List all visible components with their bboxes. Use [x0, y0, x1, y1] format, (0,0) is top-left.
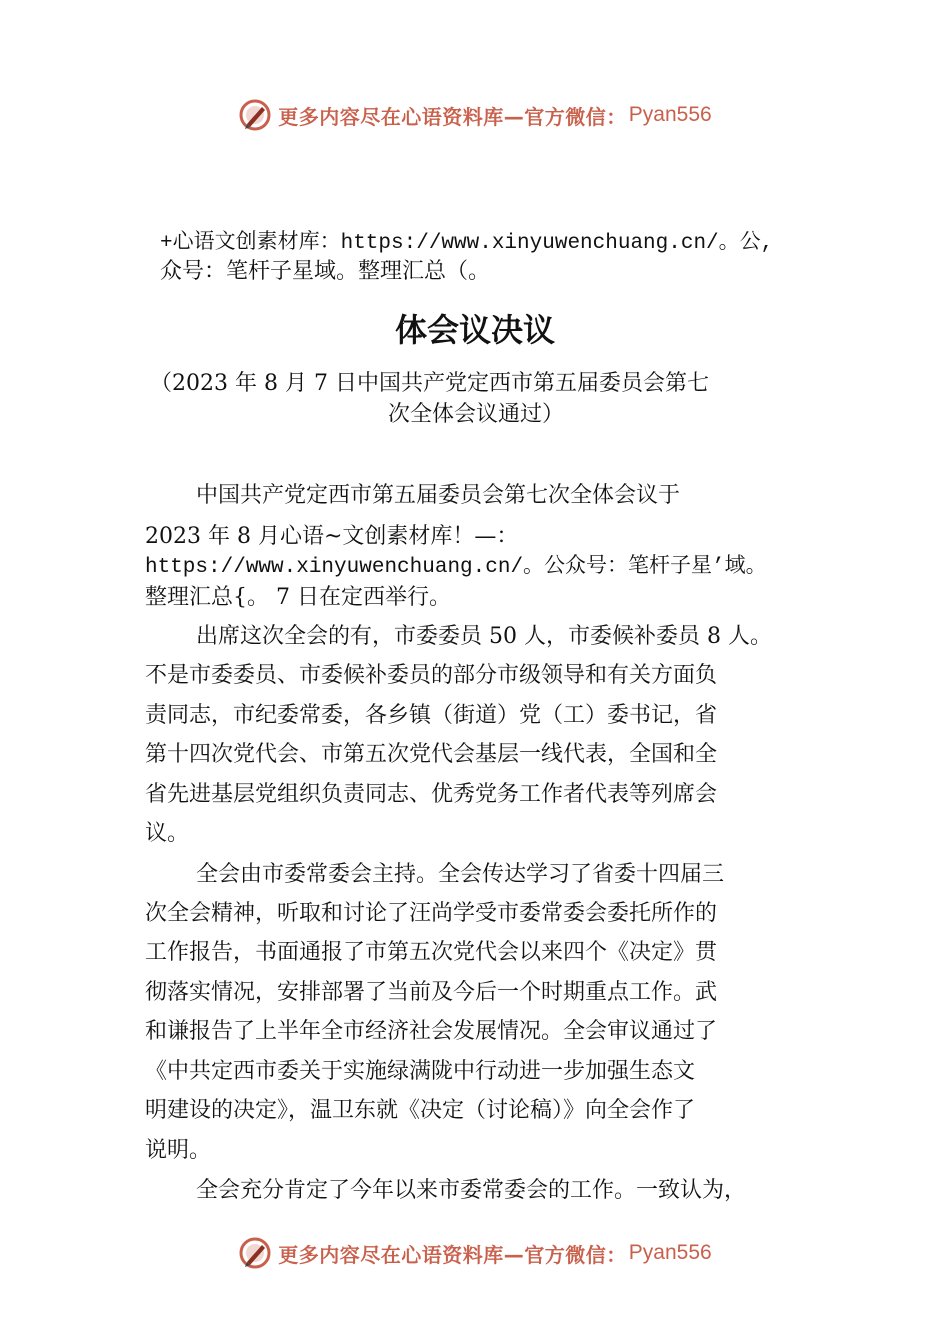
paragraph-line: 《中共定西市委关于实施绿满陇中行动进一步加强生态文: [145, 1059, 696, 1084]
watermark-header: [0, 95, 950, 135]
watermark-text: 更多内容尽在心语资料库—官方微信：: [278, 104, 627, 129]
paragraph-line: 全会由市委常委会主持。全会传达学习了省委十四届三: [196, 862, 725, 887]
watermark-account: Pyan556: [628, 1241, 712, 1264]
paragraph-line: 2023 年 8 月心语~文创素材库！—：: [145, 524, 519, 549]
paragraph-line: 第十四次党代会、市第五次党代会基层一线代表，全国和全: [145, 742, 718, 767]
paragraph-line: 次全会精神，听取和讨论了汪尚学受市委常委会委托所作的: [145, 901, 718, 926]
header-note-line: +心语文创素材库：https://www.xinyuwenchuang.cn/。公,: [160, 232, 774, 255]
paragraph-line: https://www.xinyuwenchuang.cn/。公众号：笔杆子星’域。: [145, 556, 767, 579]
header-note-line: 众号：笔杆子星域。整理汇总（。: [160, 259, 491, 284]
watermark-text: 更多内容尽在心语资料库—官方微信：: [278, 1242, 627, 1267]
paragraph-line: 省先进基层党组织负责同志、优秀党务工作者代表等列席会: [145, 782, 718, 807]
document-title: 体会议决议: [394, 311, 555, 349]
paragraph-line: 工作报告，书面通报了市第五次党代会以来四个《决定》贯: [145, 940, 718, 965]
pen-seal-logo-icon: [238, 1236, 272, 1270]
pen-seal-logo-icon: [238, 98, 272, 132]
paragraph-line: 和谦报告了上半年全市经济社会发展情况。全会审议通过了: [145, 1019, 718, 1044]
paragraph-line: 出席这次全会的有，市委委员 50 人，市委候补委员 8 人。: [196, 624, 772, 649]
watermark-footer: [0, 1233, 950, 1273]
paragraph-line: 不是市委委员、市委候补委员的部分市级领导和有关方面负: [145, 663, 718, 688]
paragraph-line: 整理汇总{。 7 日在定西举行。: [145, 585, 451, 610]
paragraph-line: 彻落实情况，安排部署了当前及今后一个时期重点工作。武: [145, 980, 718, 1005]
paragraph-line: 说明。: [145, 1138, 212, 1163]
paragraph-line: 中国共产党定西市第五届委员会第七次全体会议于: [196, 483, 681, 508]
paragraph-line: 明建设的决定》，温卫东就《决定（讨论稿）》向全会作了: [145, 1098, 696, 1123]
paragraph-line: 责同志，市纪委常委，各乡镇（街道）党（工）委书记，省: [145, 703, 718, 728]
watermark-account: Pyan556: [628, 103, 712, 126]
paragraph-line: 全会充分肯定了今年以来市委常委会的工作。一致认为，: [196, 1178, 747, 1203]
subtitle-line: （2023 年 8 月 7 日中国共产党定西市第五届委员会第七: [150, 371, 709, 396]
paragraph-line: 议。: [145, 821, 190, 846]
subtitle-line: 次全体会议通过）: [388, 402, 565, 427]
